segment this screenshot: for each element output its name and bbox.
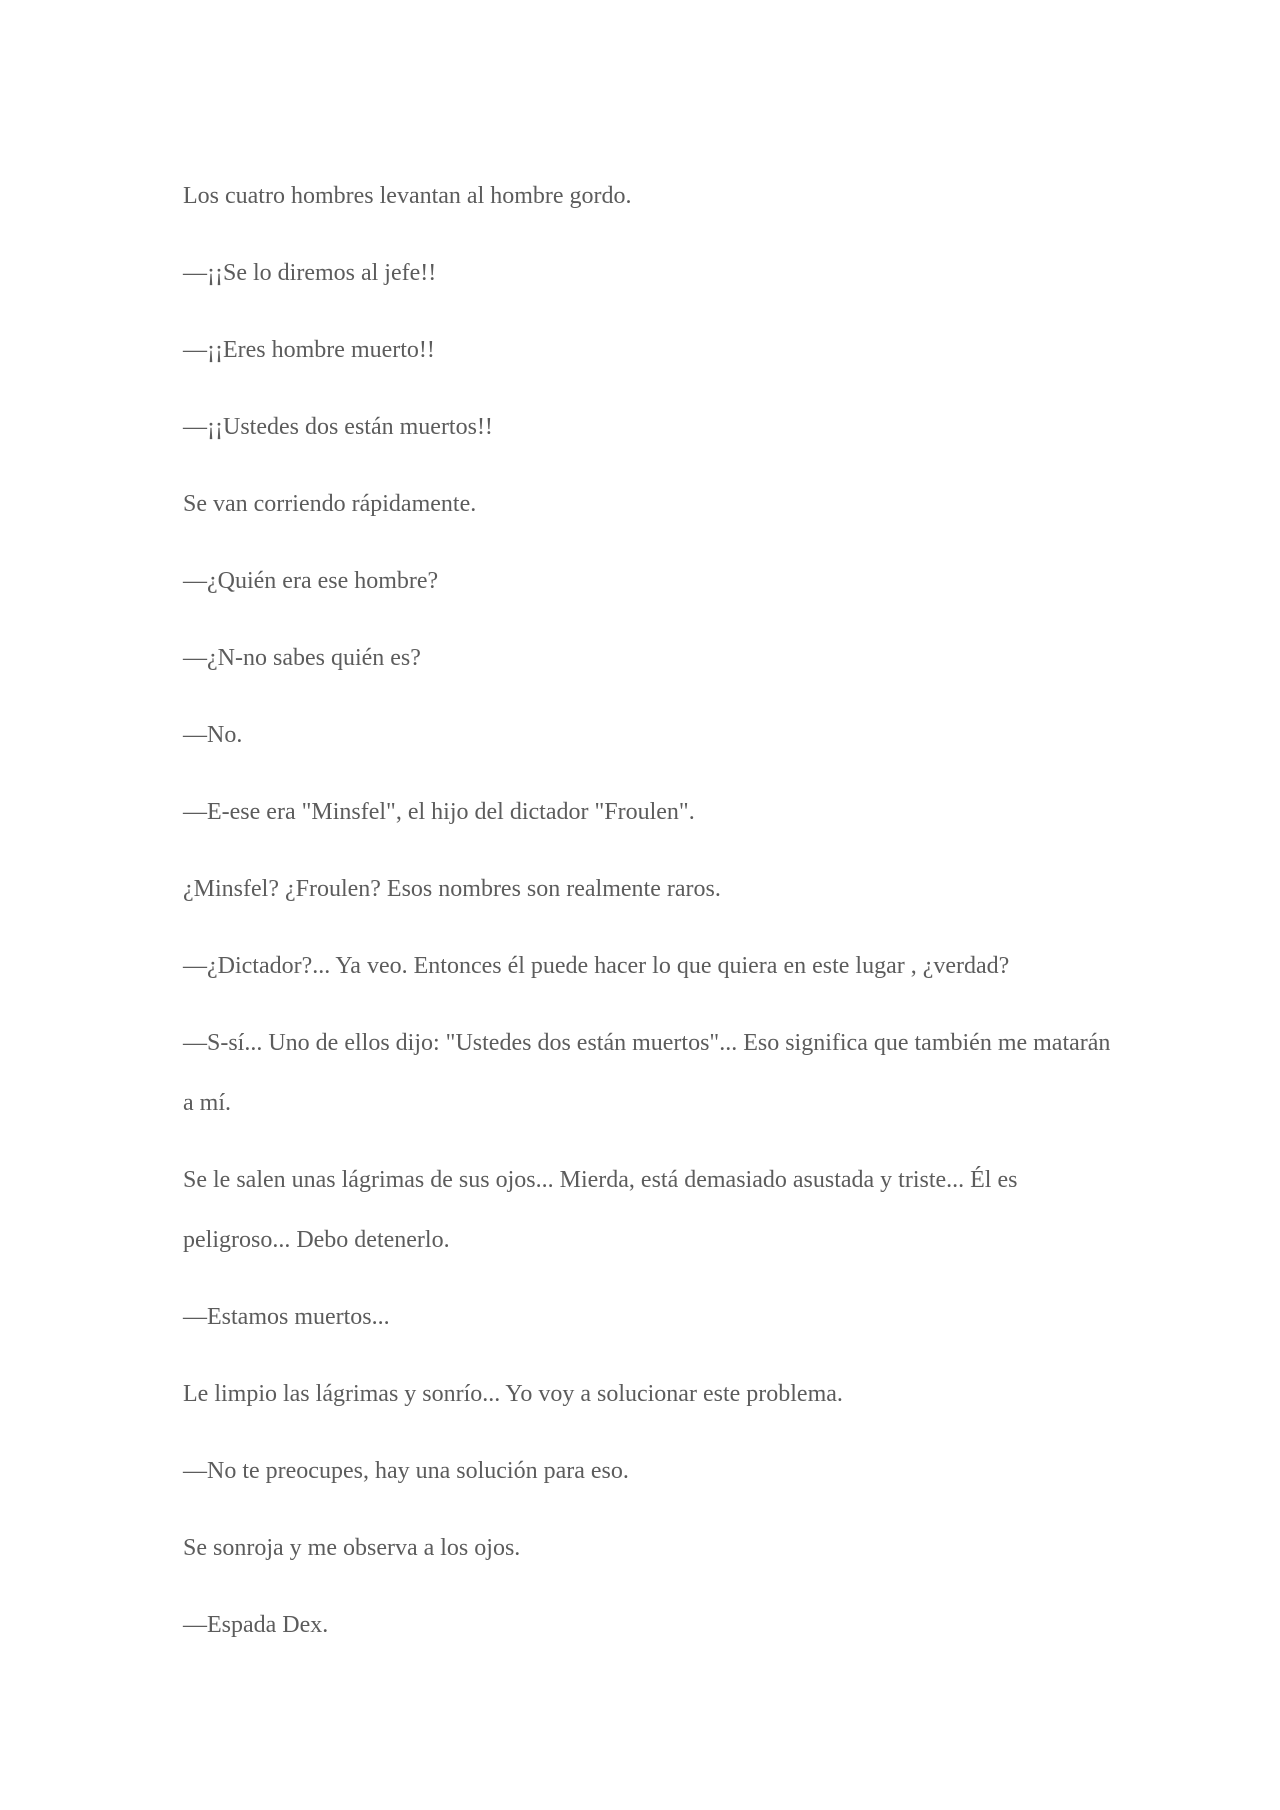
paragraph: —E-ese era "Minsfel", el hijo del dictador "Froulen".	[183, 799, 695, 825]
paragraph: Los cuatro hombres levantan al hombre gordo.	[183, 183, 632, 209]
paragraph: Le limpio las lágrimas y sonrío... Yo voy a solucionar este problema.	[183, 1381, 843, 1407]
paragraph: ¿Minsfel? ¿Froulen? Esos nombres son realmente raros.	[183, 876, 721, 902]
paragraph: Se sonroja y me observa a los ojos.	[183, 1535, 521, 1561]
paragraph: —Espada Dex.	[183, 1612, 329, 1638]
paragraph: —¡¡Ustedes dos están muertos!!	[183, 414, 493, 440]
paragraph: —¿N-no sabes quién es?	[183, 645, 421, 671]
document-body	[183, 181, 1113, 1687]
paragraph: —¡¡Se lo diremos al jefe!!	[183, 260, 437, 286]
paragraph: —S-sí... Uno de ellos dijo: "Ustedes dos están muertos"... Eso significa que también me matarán a mí.	[183, 1030, 1111, 1116]
paragraph: Se van corriendo rápidamente.	[183, 491, 477, 517]
paragraph: —¿Quién era ese hombre?	[183, 568, 439, 594]
paragraph: —Estamos muertos...	[183, 1304, 390, 1330]
paragraph: —¿Dictador?... Ya veo. Entonces él puede hacer lo que quiera en este lugar , ¿verdad?	[183, 953, 1010, 979]
paragraph: —No.	[183, 722, 243, 748]
paragraph: —¡¡Eres hombre muerto!!	[183, 337, 435, 363]
paragraph: Se le salen unas lágrimas de sus ojos... Mierda, está demasiado asustada y triste... Él es peligroso... Debo detenerlo.	[183, 1167, 1018, 1253]
paragraph: —No te preocupes, hay una solución para eso.	[183, 1458, 629, 1484]
